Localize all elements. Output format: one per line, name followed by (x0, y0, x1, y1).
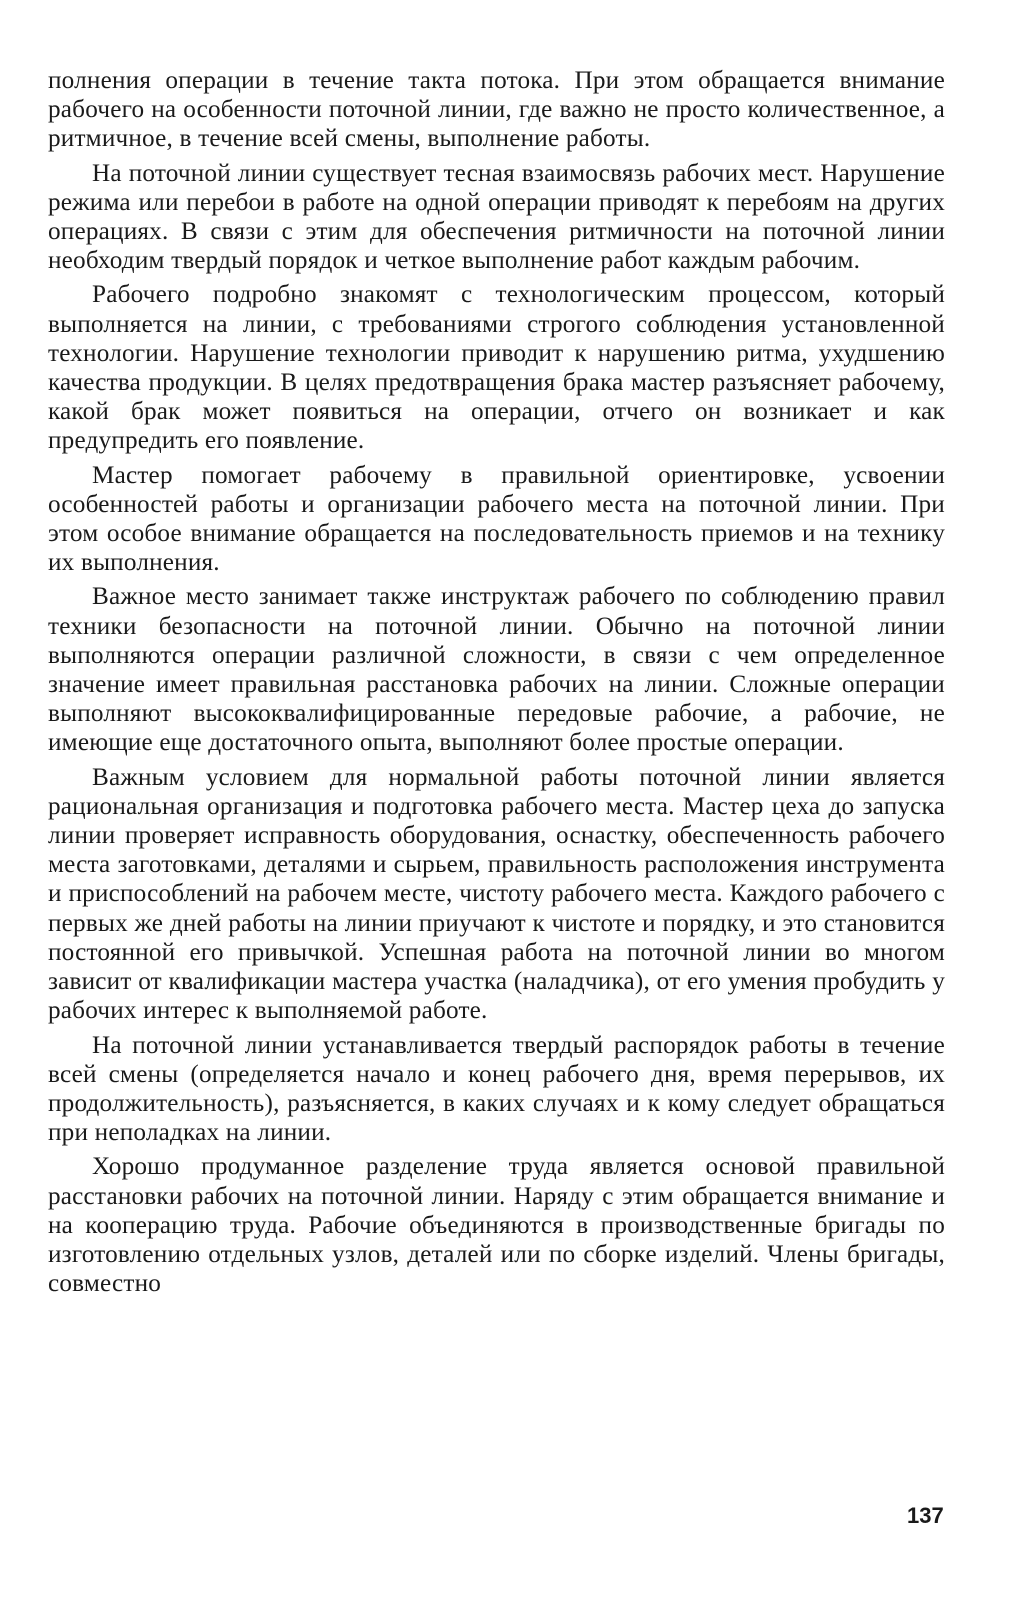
page-number: 137 (907, 1503, 944, 1528)
paragraph-1: полнения операции в течение такта потока. При этом обращается внимание рабочего на особенности поточной линии, где важно не просто количественное, а ритмичное, в течение всей смены, выполнение работы. (48, 67, 945, 153)
paragraph-8: Хорошо продуманное разделение труда является основой правильной расстановки рабочих на поточной линии. Наряду с этим обращается внимание и на кооперацию труда. Рабочие объединяются в производственные бригады по изготовлению отдельных узлов, деталей или по сборке изделий. Члены бригады, совместно (48, 1153, 945, 1298)
page-body (48, 66, 945, 1303)
paragraph-2: На поточной линии существует тесная взаимосвязь рабочих мест. Нарушение режима или перебои в работе на одной операции приводят к перебоям на других операциях. В связи с этим для обеспечения ритмичности на поточной линии необходим твердый порядок и четкое выполнение работ каждым рабочим. (48, 159, 945, 275)
paragraph-6: Важным условием для нормальной работы поточной линии является рациональная организация и подготовка рабочего места. Мастер цеха до запуска линии проверяет исправность оборудования, оснастку, обеспеченность рабочего места заготовками, деталями и сырьем, правильность расположения инструмента и приспособлений на рабочем месте, чистоту рабочего места. Каждого рабочего с первых же дней работы на линии приучают к чистоте и порядку, и это становится постоянной его привычкой. Успешная работа на поточной линии во многом зависит от квалификации мастера участка (наладчика), от его умения пробудить у рабочих интерес к выполняемой работе. (48, 763, 945, 1025)
paragraph-7: На поточной линии устанавливается твердый распорядок работы в течение всей смены (определяется начало и конец рабочего дня, время перерывов, их продолжительность), разъясняется, в каких случаях и к кому следует обращаться при неполадках на линии. (48, 1031, 945, 1147)
paragraph-3: Рабочего подробно знакомят с технологическим процессом, который выполняется на линии, с требованиями строгого соблюдения установленной технологии. Нарушение технологии приводит к нарушению ритма, ухудшению качества продукции. В целях предотвращения брака мастер разъясняет рабочему, какой брак может появиться на операции, отчего он возникает и как предупредить его появление. (48, 281, 945, 455)
paragraph-5: Важное место занимает также инструктаж рабочего по соблюдению правил техники безопасности на поточной линии. Обычно на поточной линии выполняются операции различной сложности, в связи с чем определенное значение имеет правильная расстановка рабочих на линии. Сложные операции выполняют высококвалифицированные передовые рабочие, а рабочие, не имеющие еще достаточного опыта, выполняют более простые операции. (48, 583, 945, 757)
paragraph-4: Мастер помогает рабочему в правильной ориентировке, усвоении особенностей работы и организации рабочего места на поточной линии. При этом особое внимание обращается на последовательность приемов и на технику их выполнения. (48, 461, 945, 577)
